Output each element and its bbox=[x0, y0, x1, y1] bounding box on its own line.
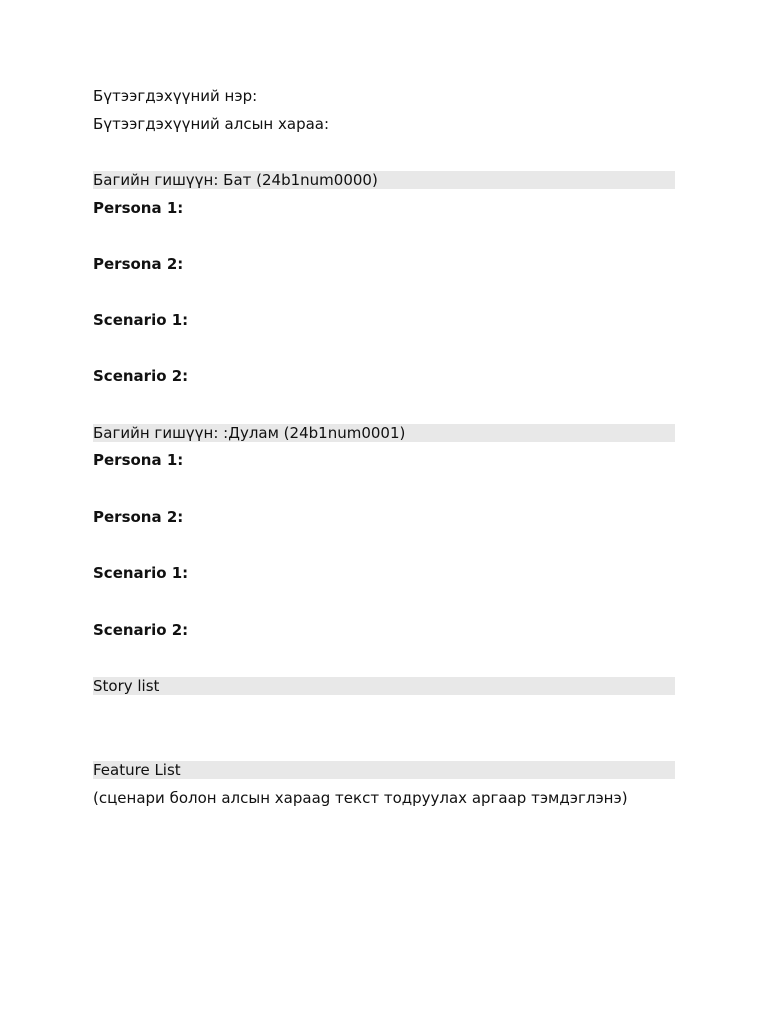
member-2-header: Багийн гишүүн: :Дулам (24b1num0001) bbox=[93, 424, 675, 442]
member-1-persona-1: Persona 1: bbox=[93, 199, 184, 217]
member-2-persona-2: Persona 2: bbox=[93, 508, 184, 526]
member-2-persona-1: Persona 1: bbox=[93, 451, 184, 469]
member-1-scenario-1: Scenario 1: bbox=[93, 311, 189, 329]
story-list-heading: Story list bbox=[93, 677, 675, 695]
member-2-scenario-2: Scenario 2: bbox=[93, 621, 189, 639]
product-name-label: Бүтээгдэхүүний нэр: bbox=[93, 87, 258, 105]
member-1-header: Багийн гишүүн: Бат (24b1num0000) bbox=[93, 171, 675, 189]
feature-list-note: (сценари болон алсын хараag текст тодруулах аргаар тэмдэглэнэ) bbox=[93, 789, 628, 807]
member-1-scenario-2: Scenario 2: bbox=[93, 367, 189, 385]
feature-list-heading: Feature List bbox=[93, 761, 675, 779]
member-2-scenario-1: Scenario 1: bbox=[93, 564, 189, 582]
member-1-persona-2: Persona 2: bbox=[93, 255, 184, 273]
product-vision-label: Бүтээгдэхүүний алсын хараа: bbox=[93, 115, 330, 133]
